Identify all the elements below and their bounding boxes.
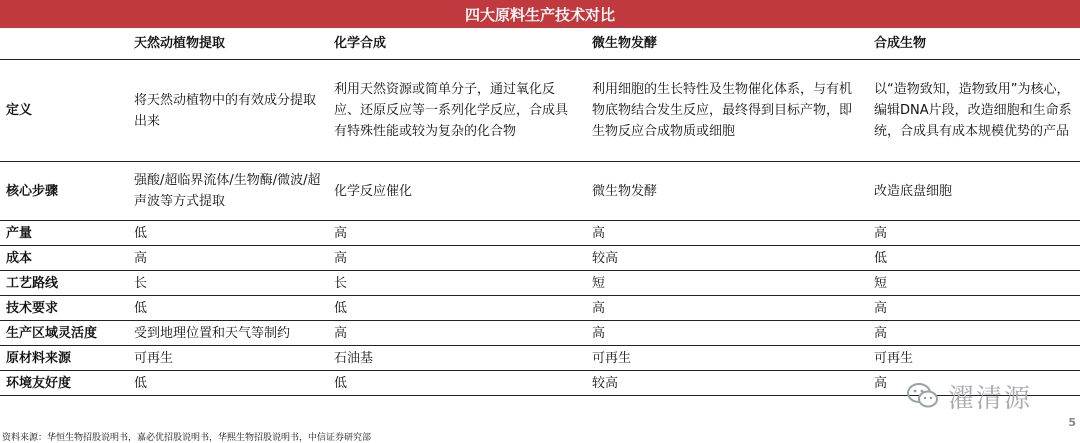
table-cell: 低 xyxy=(328,371,586,396)
table-cell: 可再生 xyxy=(128,346,328,371)
table-cell: 低 xyxy=(128,296,328,321)
watermark xyxy=(906,378,1032,414)
table-cell: 低 xyxy=(128,221,328,246)
table-cell: 强酸/超临界流体/生物酶/微波/超声波等方式提取 xyxy=(128,162,328,221)
table-cell: 化学反应催化 xyxy=(328,162,586,221)
table-cell: 高 xyxy=(328,321,586,346)
watermark-text: 濯清源 xyxy=(948,383,1033,414)
table-cell: 高 xyxy=(868,296,1080,321)
table-row xyxy=(0,346,1080,371)
table-cell: 高 xyxy=(868,221,1080,246)
table-cell: 高 xyxy=(586,296,868,321)
row-label: 核心步骤 xyxy=(0,162,128,221)
table-cell: 微生物发酵 xyxy=(586,162,868,221)
table-cell: 可再生 xyxy=(586,346,868,371)
table-cell: 高 xyxy=(328,221,586,246)
table-cell: 以“造物致知，造物致用”为核心，编辑DNA片段，改造细胞和生命系统，合成具有成本规模优势的产品 xyxy=(868,60,1080,162)
table-row xyxy=(0,321,1080,346)
table-cell: 高 xyxy=(868,321,1080,346)
row-label: 成本 xyxy=(0,246,128,271)
table-row xyxy=(0,162,1080,221)
table-cell: 低 xyxy=(328,296,586,321)
table-cell: 受到地理位置和天气等制约 xyxy=(128,321,328,346)
table-cell: 高 xyxy=(586,321,868,346)
table-cell: 短 xyxy=(868,271,1080,296)
header-natural-extraction: 天然动植物提取 xyxy=(128,28,328,60)
table-cell: 改造底盘细胞 xyxy=(868,162,1080,221)
header-synthetic-biology: 合成生物 xyxy=(868,28,1080,60)
table-row xyxy=(0,221,1080,246)
row-label: 工艺路线 xyxy=(0,271,128,296)
table-cell: 低 xyxy=(128,371,328,396)
table-cell: 长 xyxy=(328,271,586,296)
table-cell: 利用细胞的生长特性及生物催化体系，与有机物底物结合发生反应，最终得到目标产物，即生物反应合成物质或细胞 xyxy=(586,60,868,162)
table-cell: 石油基 xyxy=(328,346,586,371)
table-cell: 高 xyxy=(328,246,586,271)
table-row xyxy=(0,296,1080,321)
table-cell: 较高 xyxy=(586,246,868,271)
table-row xyxy=(0,60,1080,162)
wechat-icon xyxy=(906,382,940,410)
table-row xyxy=(0,271,1080,296)
source-note: 资料来源：华恒生物招股说明书，嘉必优招股说明书，华熙生物招股说明书，中信证券研究部 xyxy=(2,433,372,443)
page-number: 5 xyxy=(1068,416,1076,429)
table-row xyxy=(0,246,1080,271)
row-label: 生产区域灵活度 xyxy=(0,321,128,346)
comparison-table xyxy=(0,28,1080,396)
row-label: 定义 xyxy=(0,60,128,162)
header-corner xyxy=(0,28,128,60)
table-cell: 高 xyxy=(868,371,1080,396)
header-chemical-synthesis: 化学合成 xyxy=(328,28,586,60)
table-cell: 长 xyxy=(128,271,328,296)
table-cell: 利用天然资源或简单分子，通过氧化反应、还原反应等一系列化学反应，合成具有特殊性能或较为复杂的化合物 xyxy=(328,60,586,162)
row-label: 原材料来源 xyxy=(0,346,128,371)
table-cell: 较高 xyxy=(586,371,868,396)
table-cell: 可再生 xyxy=(868,346,1080,371)
table-cell: 低 xyxy=(868,246,1080,271)
table-cell: 高 xyxy=(128,246,328,271)
header-row xyxy=(0,28,1080,60)
row-label: 技术要求 xyxy=(0,296,128,321)
table-title: 四大原料生产技术对比 xyxy=(0,0,1080,28)
table-cell: 高 xyxy=(586,221,868,246)
row-label: 环境友好度 xyxy=(0,371,128,396)
row-label: 产量 xyxy=(0,221,128,246)
table-cell: 将天然动植物中的有效成分提取出来 xyxy=(128,60,328,162)
header-microbial-fermentation: 微生物发酵 xyxy=(586,28,868,60)
table-cell: 短 xyxy=(586,271,868,296)
